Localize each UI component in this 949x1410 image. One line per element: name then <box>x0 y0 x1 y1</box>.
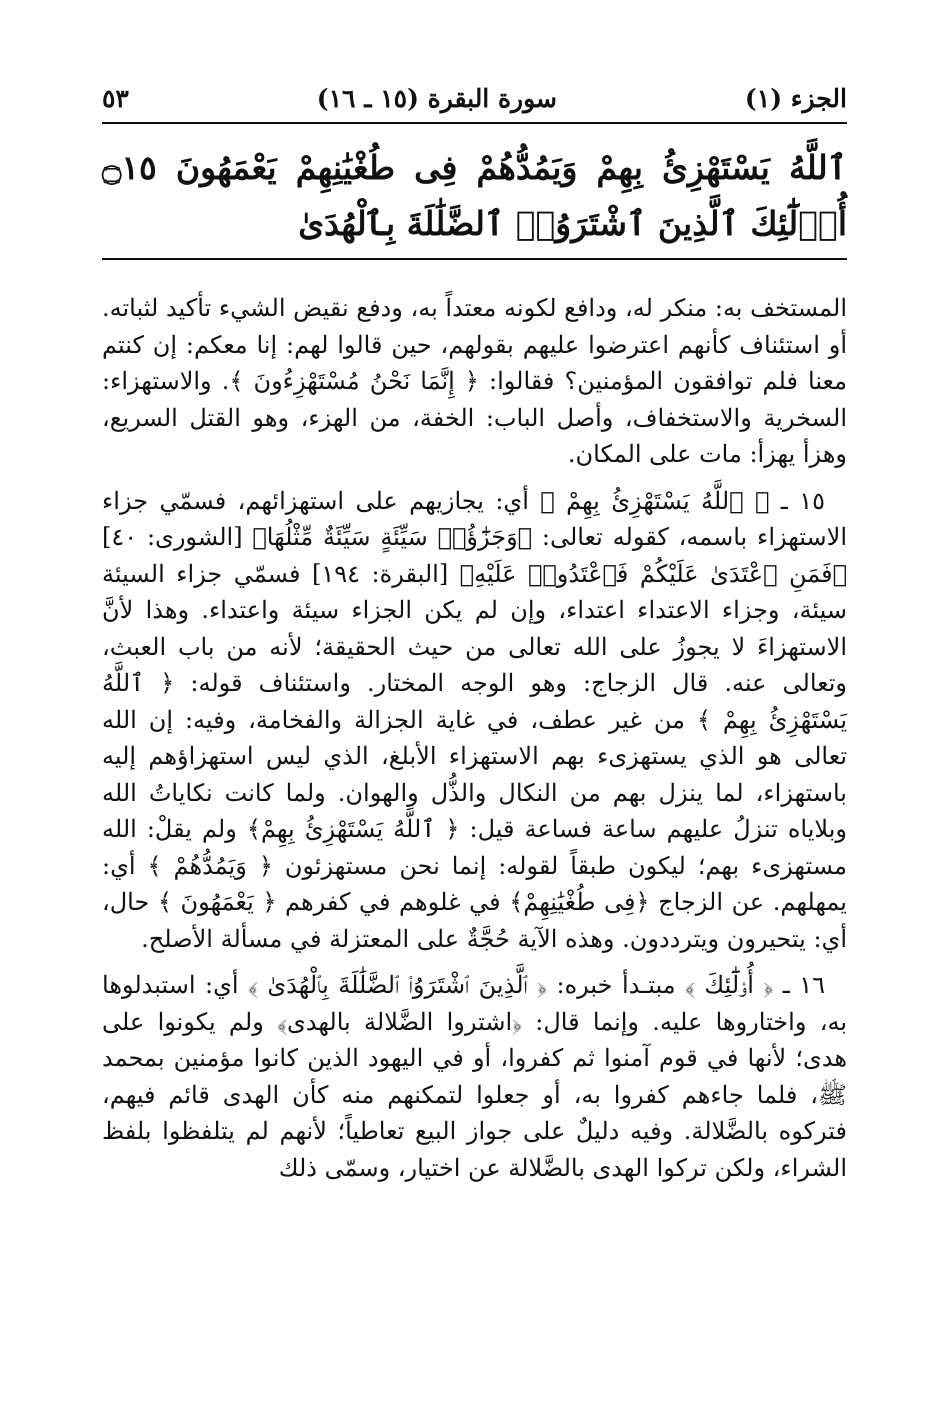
page-header <box>102 78 847 118</box>
commentary-body <box>102 290 847 1196</box>
paragraph: المستخف به: منكر له، ودافع لكونه معتداً به، ودفع نقيض الشيء تأكيد لثباته. أو استئناف كأنهم اعترضوا عليهم بقولهم، حين قالوا لهم: إنا معكم: إن كنتم معنا فلم توافقون المؤمنين؟ فقالوا: ﴿ إِنَّمَا نَحْنُ مُسْتَهْزِءُونَ ﴾. والاستهزاء: السخرية والاستخفاف، وأصل الباب: الخفة، من الهزء، وهو القتل السريع، وهزأ يهزأ: مات على المكان. <box>102 294 847 468</box>
page-number: ٥٣ <box>102 83 129 113</box>
quran-verse: ٱللَّهُ يَسْتَهْزِئُ بِهِمْ وَيَمُدُّهُمْ فِى طُغْيَٰنِهِمْ يَعْمَهُونَ ۝١٥ أُو۟لَٰٓئِكَ ٱلَّذِينَ ٱشْتَرَوُا۟ ٱلضَّلَٰلَةَ بِٱلْهُدَىٰ <box>102 148 847 243</box>
surah-title: سورة البقرة (١٥ ـ ١٦) <box>316 83 557 113</box>
paragraph: ١٥ ـ ﴿ ٱللَّهُ يَسْتَهْزِئُ بِهِمْ ﴾ أي: يجازيهم على استهزائهم، فسمّي جزاء الاستهزاء باسمه، كقوله تعالى: ﴿وَجَزَٰٓؤُا۟ سَيِّئَةٍ سَيِّئَةٌ مِّثْلُهَا﴾ [الشورى: ٤٠] ﴿فَمَنِ ٱعْتَدَىٰ عَلَيْكُمْ فَٱعْتَدُوا۟ عَلَيْهِ﴾ [البقرة: ١٩٤] فسمّي جزاء السيئة سيئة، وجزاء الاعتداء اعتداء، وإن لم يكن الجزاء سيئة واعتداء. وهذا لأنَّ الاستهزاءَ لا يجوزُ على الله تعالى من حيث الحقيقة؛ لأنه من باب العبث، وتعالى عنه. قال الزجاج: وهو الوجه المختار. واستئناف قوله: ﴿ ٱللَّهُ يَسْتَهْزِئُ بِهِمْ ﴾ من غير عطف، في غاية الجزالة والفخامة، وفيه: إن الله تعالى هو الذي يستهزىء بهم الاستهزاء الأبلغ، الذي ليس استهزاؤهم إليه باستهزاء، لما ينزل بهم من النكال والذُّل والهوان. ولما كانت نكاياتُ الله وبلاياه تنزلُ عليهم ساعة فساعة قيل: ﴿ ٱللَّهُ يَسْتَهْزِئُ بِهِمْ﴾ ولم يقلْ: الله مستهزىء بهم؛ ليكون طبقاً لقوله: إنما نحن مستهزئون ﴿ وَيَمُدُّهُمْ ﴾ أي: يمهلهم. عن الزجاج ﴿فِى طُغْيَٰنِهِمْ﴾ في غلوهم في كفرهم ﴿ يَعْمَهُونَ ﴾ حال، أي: يتحيرون ويترددون. وهذه الآية حُجَّةٌ على المعتزلة في مسألة الأصلح. <box>102 486 847 953</box>
verse-divider <box>102 258 847 260</box>
paragraph: ١٦ ـ ﴿ أُو۟لَٰٓئِكَ ﴾ مبتـدأ خبره: ﴿ ٱلَّذِينَ ٱشْتَرَوُا۟ ٱلضَّلَٰلَةَ بِٱلْهُدَىٰ ﴾ أي: استبدلوها به، واختاروها عليه. وإنما قال: ﴿اشتروا الضَّلالة بالهدى﴾ ولم يكونوا على هدى؛ لأنها في قوم آمنوا ثم كفروا، أو في اليهود الذين كانوا مؤمنين بمحمد ﷺ، فلما جاءهم كفروا به، أو جعلوا لتمكنهم منه كأن الهدى قائم فيهم، فتركوه بالضَّلالة. وفيه دليلٌ على جواز البيع تعاطياً؛ لأنهم لم يتلفظوا بلفظ الشراء، ولكن تركوا الهدى بالضَّلالة عن اختيار، وسمّى ذلك <box>102 971 847 1182</box>
header-divider <box>102 122 847 124</box>
part-label: الجزء (١) <box>744 83 847 113</box>
